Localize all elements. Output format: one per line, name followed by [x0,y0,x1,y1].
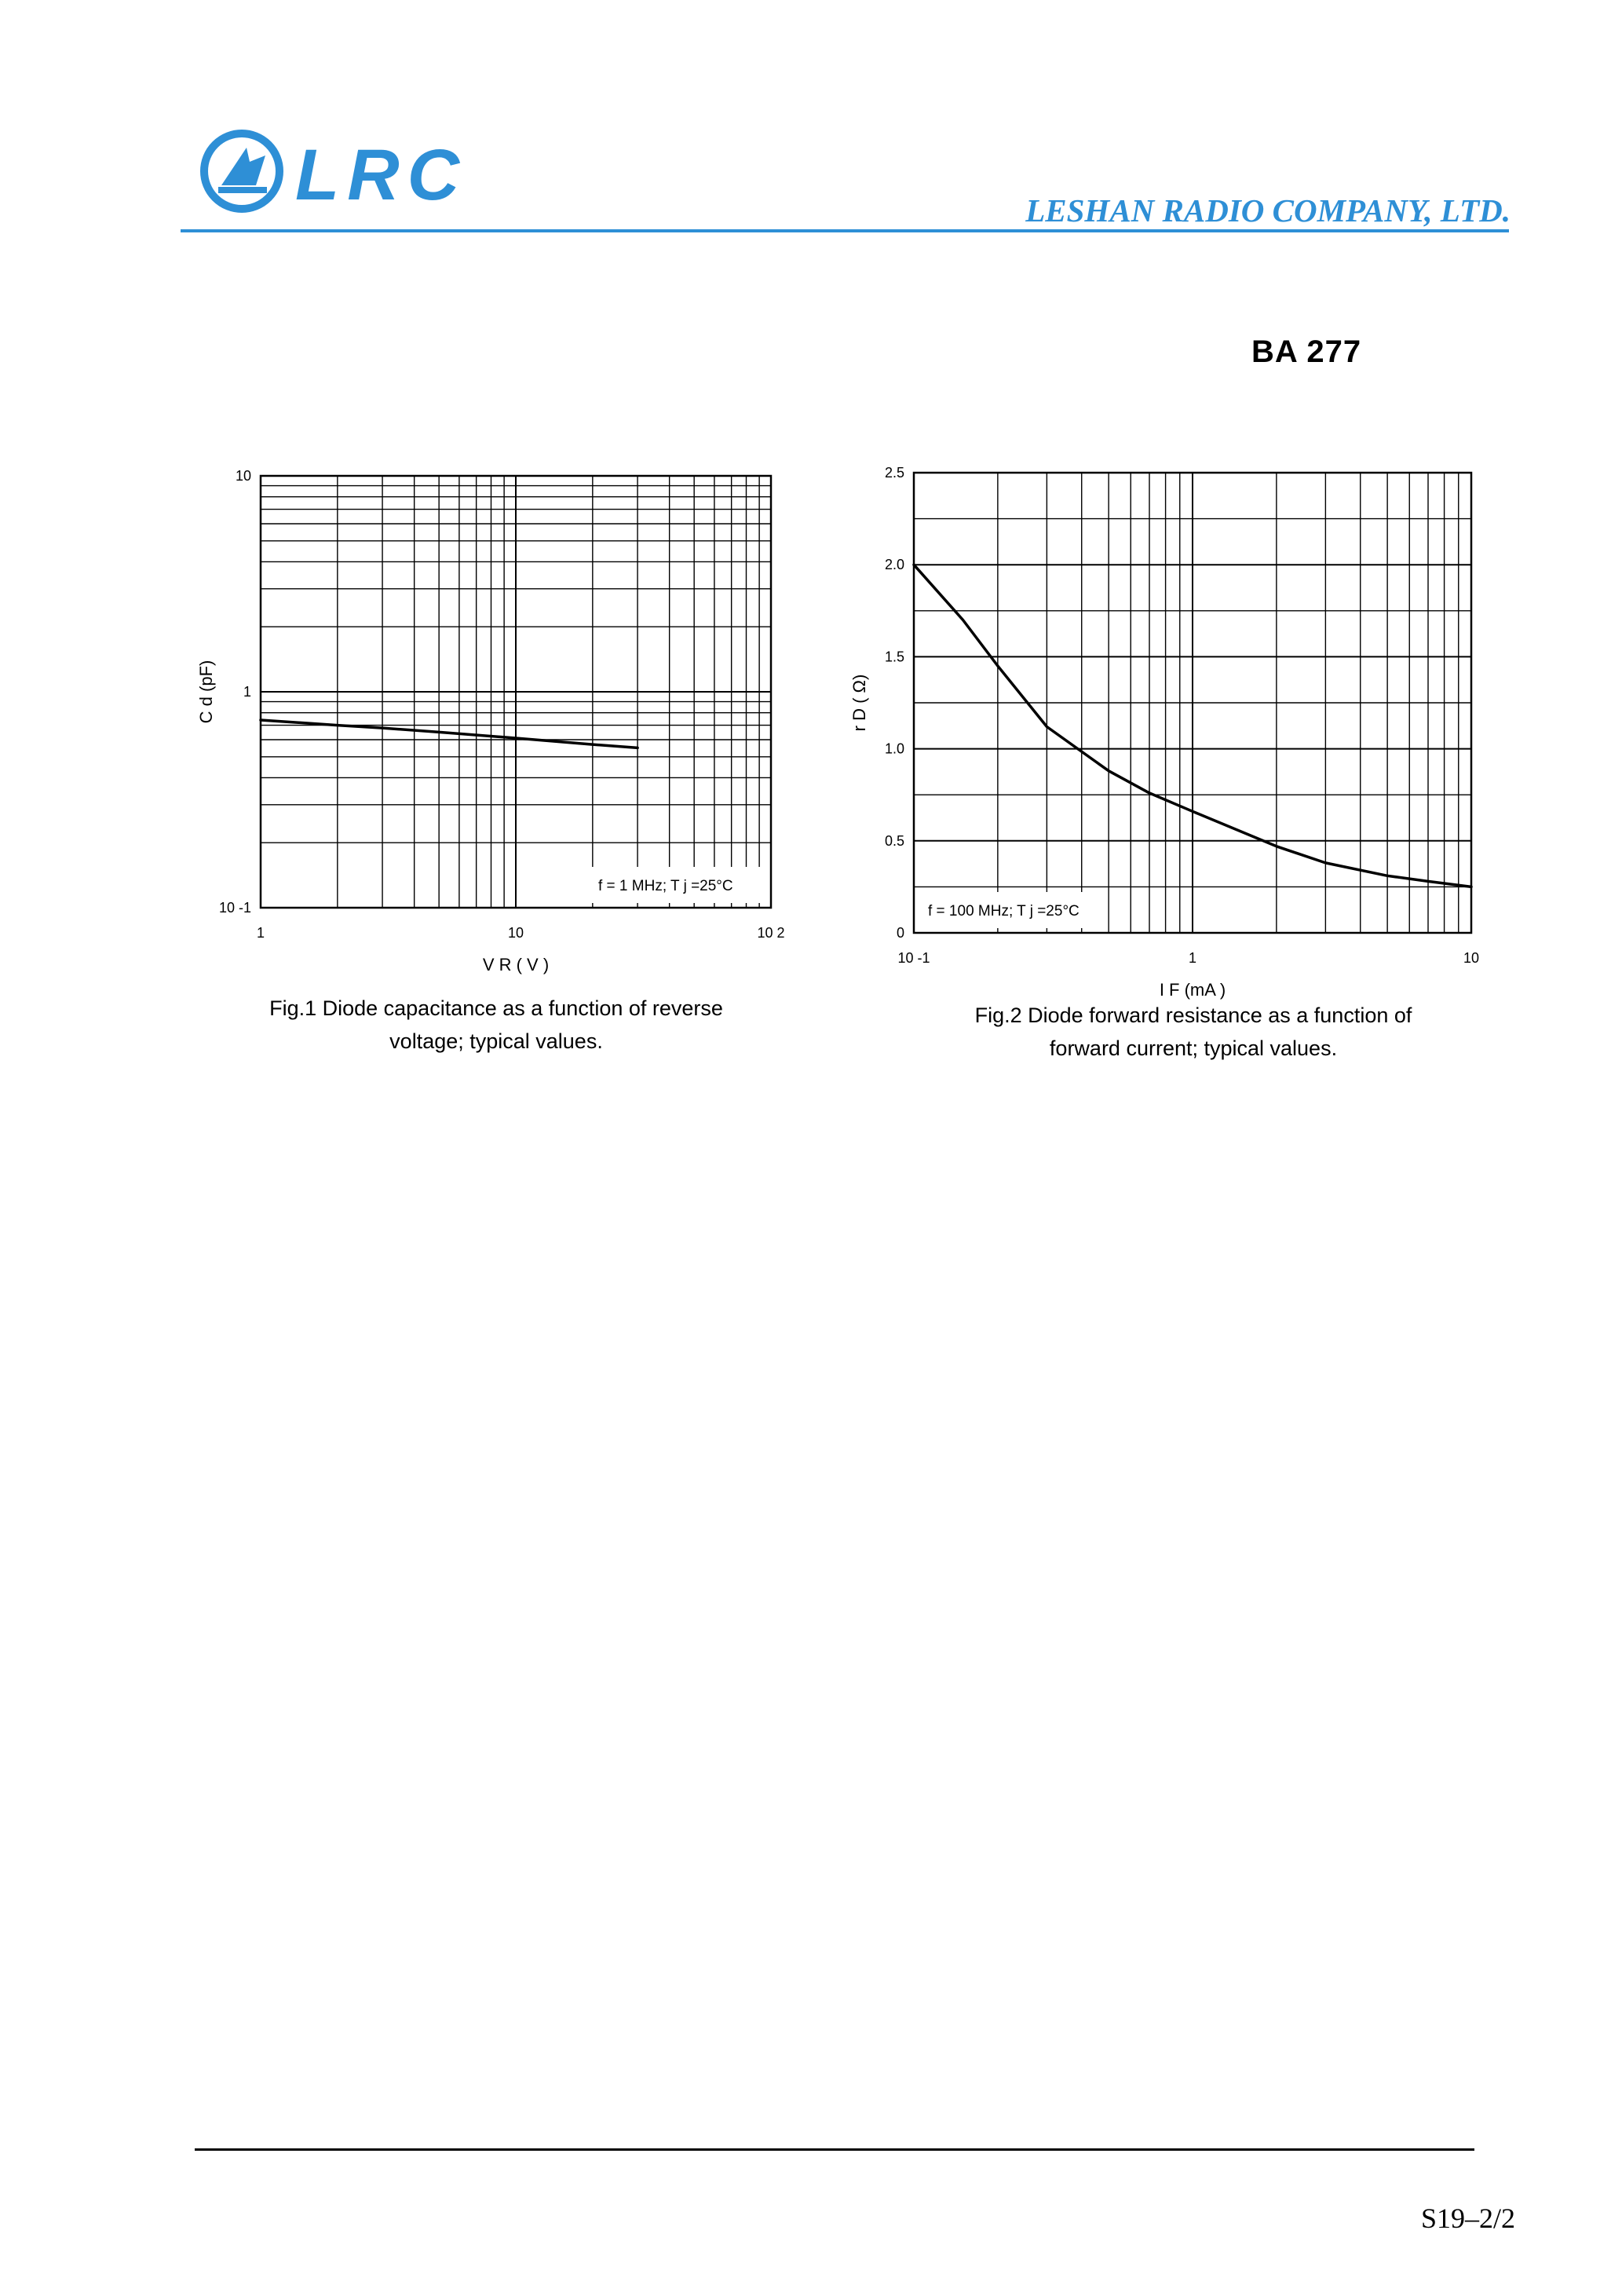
fig1-caption-line-2: voltage; typical values. [389,1029,603,1053]
capacitance-curve [261,720,637,748]
fig2-caption [903,999,1484,1065]
x-tick-label: 1 [256,925,265,941]
header-divider [181,229,1509,232]
company-name: LESHAN RADIO COMPANY, LTD. [1025,192,1511,229]
y-tick-label: 0.5 [884,832,904,849]
y-tick-label: 10 -1 [218,900,251,916]
resistance-chart-svg [812,448,1487,1076]
fig1-caption-line-1: Fig.1 Diode capacitance as a function of reverse [269,996,723,1020]
condition-annotation: f = 1 MHz; T j =25°C [598,878,733,894]
capacitance-chart [182,448,810,1076]
resistance-chart [812,448,1487,1076]
capacitance-chart-svg [182,448,810,1076]
y-axis-label: r D ( Ω) [849,674,869,732]
fig1-caption [206,992,787,1058]
lrc-logo [198,124,496,218]
y-tick-label: 0 [896,925,904,941]
y-tick-label: 2.5 [884,465,904,481]
x-tick-label: 10 [507,925,524,941]
y-tick-label: 2.0 [884,557,904,573]
x-tick-label: 10 -1 [897,950,930,966]
x-axis-label: I F (mA ) [1159,980,1226,1000]
part-number: BA 277 [1251,335,1362,369]
fig2-caption-line-1: Fig.2 Diode forward resistance as a function of [974,1004,1412,1027]
y-tick-label: 1 [243,684,251,700]
y-tick-label: 1.0 [884,740,904,757]
logo-text: LRC [295,135,468,215]
x-tick-label: 10 [1463,950,1480,966]
y-tick-label: 10 [235,468,251,484]
condition-annotation: f = 100 MHz; T j =25°C [928,903,1080,919]
footer-divider [195,2148,1474,2151]
page-number: S19–2/2 [1420,2203,1515,2234]
x-axis-label: V R ( V ) [482,955,550,974]
x-tick-label: 1 [1188,950,1197,966]
y-axis-label: C d (pF) [196,660,216,724]
x-tick-label: 10 2 [757,925,785,941]
fig2-caption-line-2: forward current; typical values. [1049,1036,1338,1060]
y-tick-label: 1.5 [884,649,904,665]
